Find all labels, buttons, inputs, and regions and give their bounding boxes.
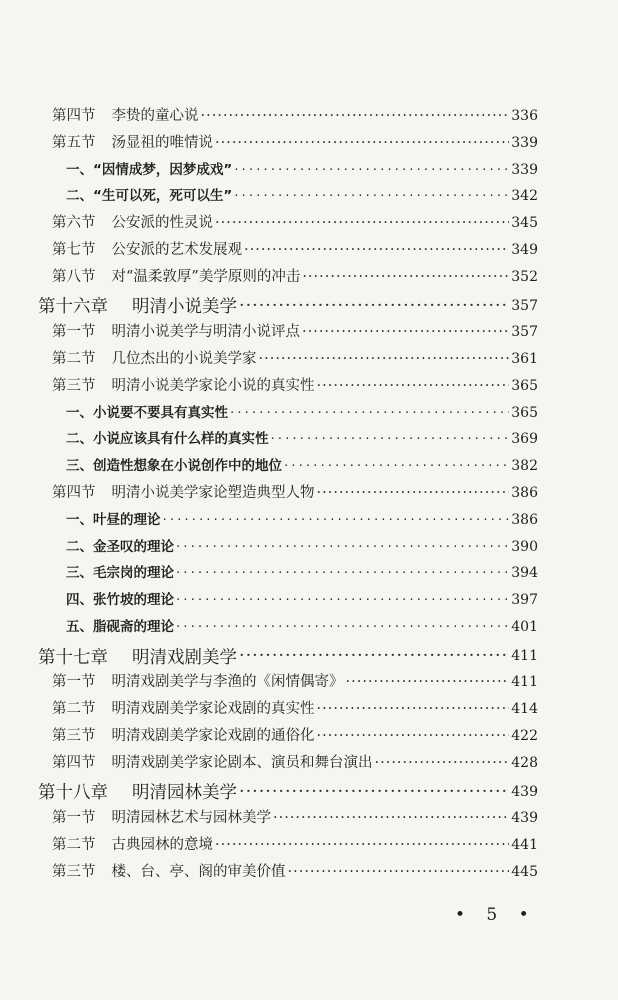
page-ref: 365	[511, 404, 538, 421]
section-number: 第二节	[52, 701, 96, 718]
dot-leader	[317, 728, 510, 744]
section-number: 第三节	[52, 377, 96, 394]
subsection-title: 二、小说应该具有什么样的真实性	[66, 431, 269, 448]
section-title: 明清小说美学与明清小说评点	[111, 324, 300, 341]
section-number: 第一节	[52, 324, 96, 341]
page-ref: 365	[511, 377, 538, 394]
dot-leader	[234, 162, 509, 178]
section-title: 李贽的童心说	[111, 108, 199, 124]
subsection-title: 一、“因情成梦，因梦成戏”	[66, 161, 233, 178]
dot-leader	[215, 215, 509, 231]
toc-subsection-row	[0, 588, 618, 615]
chapter-number: 第十七章	[38, 647, 108, 668]
section-title: 几位杰出的小说美学家	[111, 350, 257, 367]
dot-leader	[230, 405, 509, 421]
toc-subsection-row	[0, 427, 618, 454]
section-title: 明清戏剧美学家论戏剧的真实性	[111, 701, 315, 718]
page-ref: 369	[511, 431, 538, 448]
subsection-title: 四、张竹坡的理论	[66, 592, 174, 609]
page-ref: 386	[511, 484, 538, 501]
dot-leader	[273, 810, 509, 826]
toc-subsection-row	[0, 184, 618, 211]
page-ref: 336	[511, 108, 538, 124]
section-number: 第一节	[52, 674, 96, 691]
toc-subsection-row	[0, 401, 618, 428]
section-title: 明清戏剧美学家论戏剧的通俗化	[111, 727, 315, 744]
toc-section-row	[0, 833, 618, 860]
toc-subsection-row	[0, 508, 618, 535]
chapter-title: 明清小说美学	[132, 297, 237, 318]
chapter-title: 明清园林美学	[132, 783, 237, 804]
section-number: 第七节	[52, 241, 96, 258]
toc-section-row	[0, 238, 618, 265]
dot-leader	[288, 864, 510, 880]
dot-leader	[284, 458, 509, 474]
toc-section-row	[0, 806, 618, 833]
page-ref: 411	[511, 674, 538, 691]
page-ref: 342	[511, 188, 538, 205]
dot-leader	[163, 512, 510, 528]
toc-chapter-row	[0, 642, 618, 671]
section-title: 公安派的艺术发展观	[111, 241, 242, 258]
dot-leader	[234, 188, 509, 204]
dot-leader	[271, 431, 510, 447]
section-number: 第一节	[52, 810, 96, 827]
dot-leader	[259, 351, 510, 367]
section-title: 对“温柔敦厚”美学原则的冲击	[111, 268, 301, 285]
table-of-contents	[0, 104, 618, 887]
dot-leader	[302, 324, 509, 340]
section-title: 公安派的性灵说	[111, 215, 213, 232]
section-number: 第二节	[52, 836, 96, 853]
dot-leader	[239, 646, 509, 666]
toc-section-row	[0, 670, 618, 697]
dot-leader	[239, 782, 509, 802]
toc-section-row	[0, 374, 618, 401]
toc-subsection-row	[0, 535, 618, 562]
section-number: 第四节	[52, 754, 96, 771]
toc-section-row	[0, 751, 618, 778]
subsection-title: 一、小说要不要具有真实性	[66, 404, 228, 421]
dot-leader	[215, 837, 509, 853]
section-title: 明清小说美学家论小说的真实性	[111, 377, 315, 394]
section-number: 第八节	[52, 268, 96, 285]
toc-chapter-row	[0, 778, 618, 807]
page-ref: 357	[511, 297, 538, 314]
page-ref: 428	[511, 754, 538, 771]
section-title: 明清小说美学家论塑造典型人物	[111, 484, 315, 501]
dot-leader	[176, 565, 509, 581]
subsection-title: 三、毛宗岗的理论	[66, 565, 174, 582]
page-ref: 361	[511, 350, 538, 367]
dot-leader	[176, 592, 509, 608]
dot-leader	[346, 674, 510, 690]
toc-section-row	[0, 131, 618, 158]
page-ref: 439	[511, 783, 538, 800]
section-title: 明清园林艺术与园林美学	[111, 810, 271, 827]
toc-section-row	[0, 724, 618, 751]
page-ref: 390	[511, 538, 538, 555]
page-ref: 397	[511, 592, 538, 609]
page-ref: 345	[511, 215, 538, 232]
toc-chapter-row	[0, 292, 618, 321]
subsection-title: 五、脂砚斋的理论	[66, 618, 174, 635]
page-ref: 394	[511, 565, 538, 582]
page-ref: 414	[511, 701, 538, 718]
page-ref: 349	[511, 241, 538, 258]
toc-section-row	[0, 697, 618, 724]
toc-section-row	[0, 860, 618, 887]
subsection-title: 二、金圣叹的理论	[66, 538, 174, 555]
dot-leader	[317, 485, 510, 501]
section-title: 楼、台、亭、阁的审美价值	[111, 863, 286, 880]
page-ref: 422	[511, 727, 538, 744]
dot-leader	[375, 755, 510, 771]
page-ref: 439	[511, 810, 538, 827]
section-number: 第四节	[52, 484, 96, 501]
dot-leader	[317, 378, 510, 394]
toc-section-row	[0, 104, 618, 131]
page-ref: 357	[511, 324, 538, 341]
toc-section-row	[0, 481, 618, 508]
chapter-number: 第十六章	[38, 297, 108, 318]
dot-leader	[215, 135, 509, 151]
toc-subsection-row	[0, 615, 618, 642]
page-ref: 411	[511, 648, 538, 665]
section-title: 汤显祖的唯情说	[111, 134, 213, 151]
section-number: 第三节	[52, 863, 96, 880]
dot-leader	[201, 108, 510, 124]
section-number: 第四节	[52, 108, 96, 124]
toc-subsection-row	[0, 158, 618, 185]
section-title: 古典园林的意境	[111, 836, 213, 853]
page-ref: 339	[511, 161, 538, 178]
page-ref: 401	[511, 618, 538, 635]
section-number: 第五节	[52, 134, 96, 151]
toc-subsection-row	[0, 454, 618, 481]
dot-leader	[244, 242, 509, 258]
dot-leader	[176, 619, 509, 635]
section-title: 明清戏剧美学家论剧本、演员和舞台演出	[111, 754, 373, 771]
toc-section-row	[0, 347, 618, 374]
page-number: • 5 •	[455, 905, 537, 925]
dot-leader	[239, 296, 509, 316]
section-number: 第六节	[52, 215, 96, 232]
page-ref: 441	[511, 836, 538, 853]
toc-section-row	[0, 211, 618, 238]
section-number: 第二节	[52, 350, 96, 367]
dot-leader	[317, 701, 510, 717]
page-ref: 382	[511, 458, 538, 475]
dot-leader	[176, 539, 509, 555]
chapter-title: 明清戏剧美学	[132, 647, 237, 668]
section-number: 第三节	[52, 727, 96, 744]
toc-subsection-row	[0, 561, 618, 588]
subsection-title: 三、创造性想象在小说创作中的地位	[66, 458, 282, 475]
dot-leader	[302, 269, 509, 285]
subsection-title: 二、“生可以死，死可以生”	[66, 188, 233, 205]
page-ref: 386	[511, 511, 538, 528]
section-title: 明清戏剧美学与李渔的《闲情偶寄》	[111, 674, 344, 691]
toc-section-row	[0, 320, 618, 347]
page-ref: 445	[511, 863, 538, 880]
page-ref: 352	[511, 268, 538, 285]
subsection-title: 一、叶昼的理论	[66, 511, 161, 528]
page-ref: 339	[511, 134, 538, 151]
toc-section-row	[0, 265, 618, 292]
chapter-number: 第十八章	[38, 783, 108, 804]
